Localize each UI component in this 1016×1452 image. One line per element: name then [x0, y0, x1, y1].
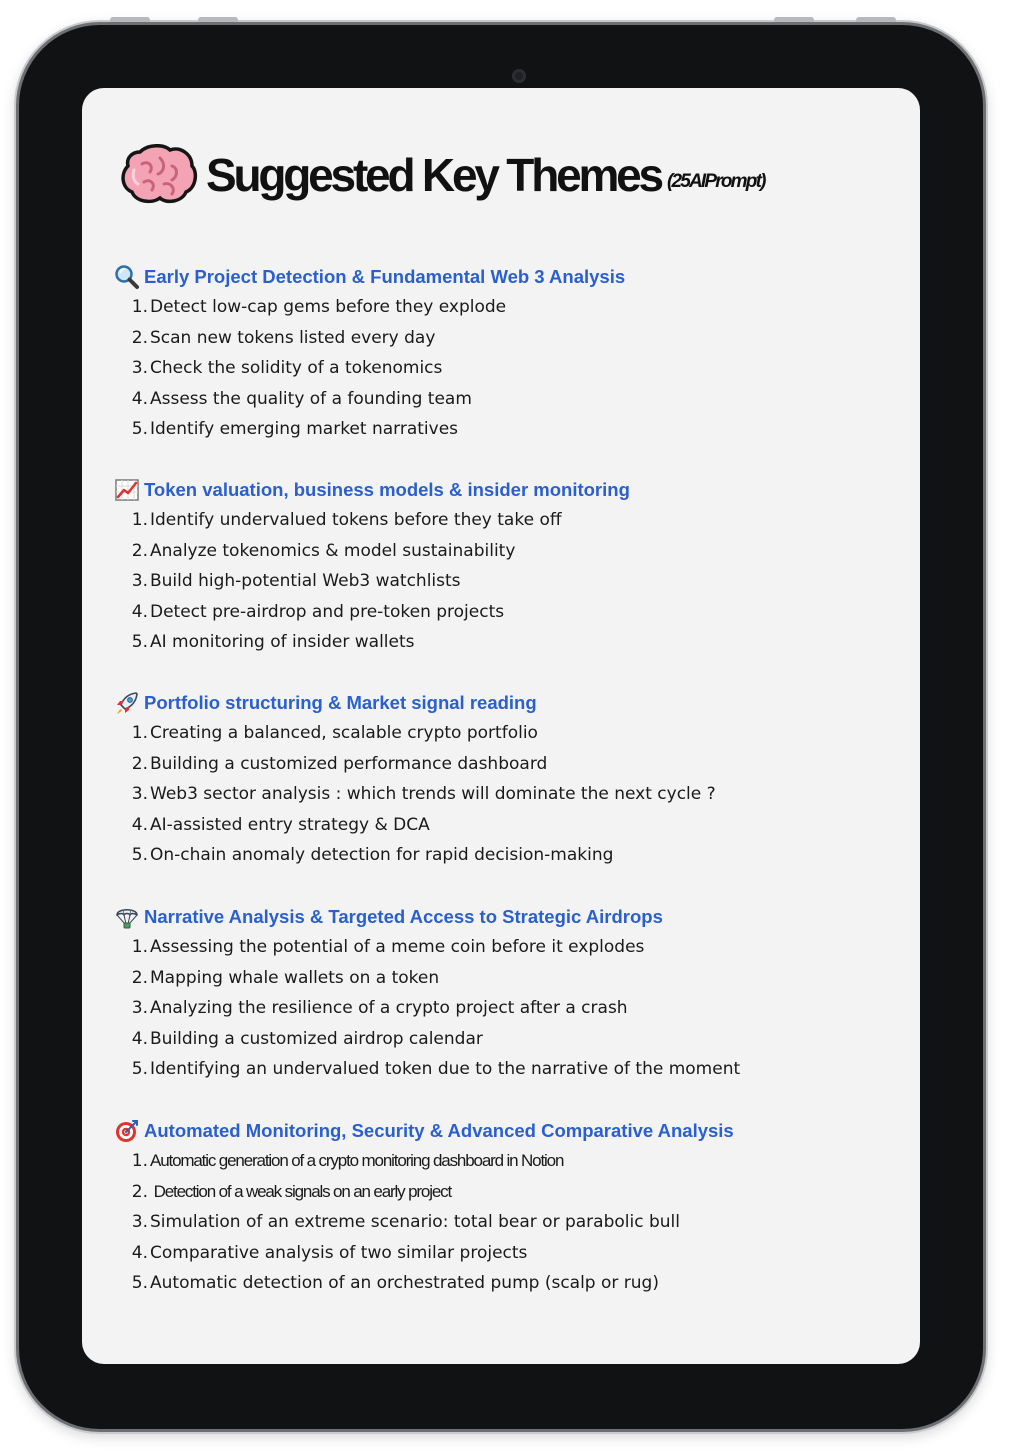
list-item	[114, 1238, 904, 1269]
parachute-icon	[114, 904, 140, 930]
item-text: On-chain anomaly detection for rapid decision-making	[150, 845, 614, 865]
item-text: AI-assisted entry strategy & DCA	[150, 814, 430, 835]
list-item	[114, 993, 904, 1024]
item-text: Mapping whale wallets on a token	[150, 967, 440, 988]
section-portfolio-structuring	[114, 688, 904, 871]
list-item	[114, 536, 904, 567]
section-narrative-analysis	[114, 902, 904, 1085]
chart-up-icon	[114, 477, 140, 503]
item-number: 2.	[131, 753, 148, 774]
item-number: 5.	[131, 1273, 148, 1293]
item-text: Automatic generation of a crypto monitoring dashboard in Notion	[150, 1151, 564, 1170]
camera-icon	[512, 69, 526, 83]
item-number: 4.	[131, 601, 148, 622]
item-number: 2.	[131, 1181, 148, 1202]
item-number: 1.	[131, 937, 148, 957]
item-number: 1.	[131, 510, 148, 530]
item-number: 5.	[131, 1059, 148, 1079]
list-item	[114, 353, 904, 384]
item-text: Assess the quality of a founding team	[150, 388, 472, 409]
item-text: Identify undervalued tokens before they take off	[150, 510, 562, 530]
hardware-button-top	[856, 17, 896, 22]
section-header	[114, 262, 904, 292]
item-number: 2.	[131, 967, 148, 988]
list-item	[114, 779, 904, 810]
list-item	[114, 292, 904, 323]
item-text: Simulation of an extreme scenario: total bear or parabolic bull	[150, 1212, 680, 1232]
list-item	[114, 323, 904, 354]
list-item	[114, 627, 904, 658]
magnifier-icon	[114, 264, 140, 290]
item-text: Assessing the potential of a meme coin before it explodes	[150, 937, 645, 957]
list-item	[114, 749, 904, 780]
item-number: 3.	[131, 358, 148, 378]
list-item	[114, 1177, 904, 1208]
page-title: Suggested Key Themes	[206, 149, 661, 201]
item-number: 4.	[131, 1242, 148, 1263]
item-text: Creating a balanced, scalable crypto portfolio	[150, 723, 538, 743]
page-title-note: (25AIPrompt)	[666, 171, 765, 192]
list-item	[114, 932, 904, 963]
item-text: Building a customized performance dashboard	[150, 753, 548, 774]
list-item	[114, 718, 904, 749]
section-title: Automated Monitoring, Security & Advanced Comparative Analysis	[144, 1120, 734, 1141]
section-title: Narrative Analysis & Targeted Access to Strategic Airdrops	[144, 906, 663, 927]
section-item-list	[114, 292, 904, 445]
item-number: 5.	[131, 632, 148, 652]
item-number: 2.	[131, 540, 148, 561]
list-item	[114, 1024, 904, 1055]
target-icon	[114, 1118, 140, 1144]
item-text: Detect pre-airdrop and pre-token projects	[150, 601, 505, 622]
list-item	[114, 840, 904, 871]
item-number: 4.	[131, 1028, 148, 1049]
item-text: Scan new tokens listed every day	[150, 327, 436, 348]
item-number: 5.	[131, 845, 148, 865]
section-automated-monitoring	[114, 1116, 904, 1299]
item-number: 3.	[131, 571, 148, 591]
item-text: Web3 sector analysis : which trends will dominate the next cycle ?	[150, 784, 716, 804]
list-item	[114, 963, 904, 994]
item-text: Detection of a weak signals on an early project	[150, 1181, 452, 1201]
item-number: 3.	[131, 784, 148, 804]
item-text: Automatic detection of an orchestrated pump (scalp or rug)	[150, 1273, 659, 1293]
section-title: Early Project Detection & Fundamental Web 3 Analysis	[144, 266, 626, 287]
item-text: Identify emerging market narratives	[150, 419, 459, 439]
item-number: 4.	[131, 814, 148, 835]
item-number: 1.	[131, 1151, 148, 1171]
item-text: Detect low-cap gems before they explode	[150, 297, 507, 317]
item-number: 3.	[131, 998, 148, 1018]
item-number: 3.	[131, 1212, 148, 1232]
item-number: 4.	[131, 388, 148, 409]
list-item	[114, 1207, 904, 1238]
section-item-list	[114, 505, 904, 658]
section-header	[114, 902, 904, 932]
hardware-button-power	[774, 17, 814, 22]
item-number: 2.	[131, 327, 148, 348]
section-title: Token valuation, business models & insider monitoring	[144, 479, 630, 500]
list-item	[114, 414, 904, 445]
item-text: Analyze tokenomics & model sustainability	[150, 540, 516, 561]
hardware-button-volume-up	[110, 17, 150, 22]
section-header	[114, 475, 904, 505]
section-header	[114, 688, 904, 718]
item-text: Comparative analysis of two similar projects	[150, 1242, 528, 1263]
section-token-valuation	[114, 475, 904, 658]
section-item-list	[114, 932, 904, 1085]
item-number: 1.	[131, 723, 148, 743]
list-item	[114, 505, 904, 536]
rocket-icon	[114, 690, 140, 716]
list-item	[114, 597, 904, 628]
list-item	[114, 1054, 904, 1085]
list-item	[114, 1268, 904, 1299]
section-item-list	[114, 1146, 904, 1299]
item-number: 5.	[131, 419, 148, 439]
section-header	[114, 1116, 904, 1146]
item-text: Build high-potential Web3 watchlists	[150, 571, 461, 591]
item-text: Identifying an undervalued token due to the narrative of the moment	[150, 1059, 741, 1079]
list-item	[114, 566, 904, 597]
item-text: AI monitoring of insider wallets	[150, 632, 415, 652]
list-item	[114, 384, 904, 415]
section-early-project-detection	[114, 262, 904, 445]
item-text: Check the solidity of a tokenomics	[150, 358, 443, 378]
item-number: 1.	[131, 297, 148, 317]
item-text: Building a customized airdrop calendar	[150, 1028, 483, 1049]
list-item	[114, 1146, 904, 1177]
brain-icon	[120, 144, 198, 206]
header	[120, 140, 765, 210]
hardware-button-volume-down	[198, 17, 238, 22]
section-item-list	[114, 718, 904, 871]
section-title: Portfolio structuring & Market signal reading	[144, 692, 537, 713]
list-item	[114, 810, 904, 841]
item-text: Analyzing the resilience of a crypto project after a crash	[150, 998, 628, 1018]
tablet-screen	[82, 88, 920, 1364]
